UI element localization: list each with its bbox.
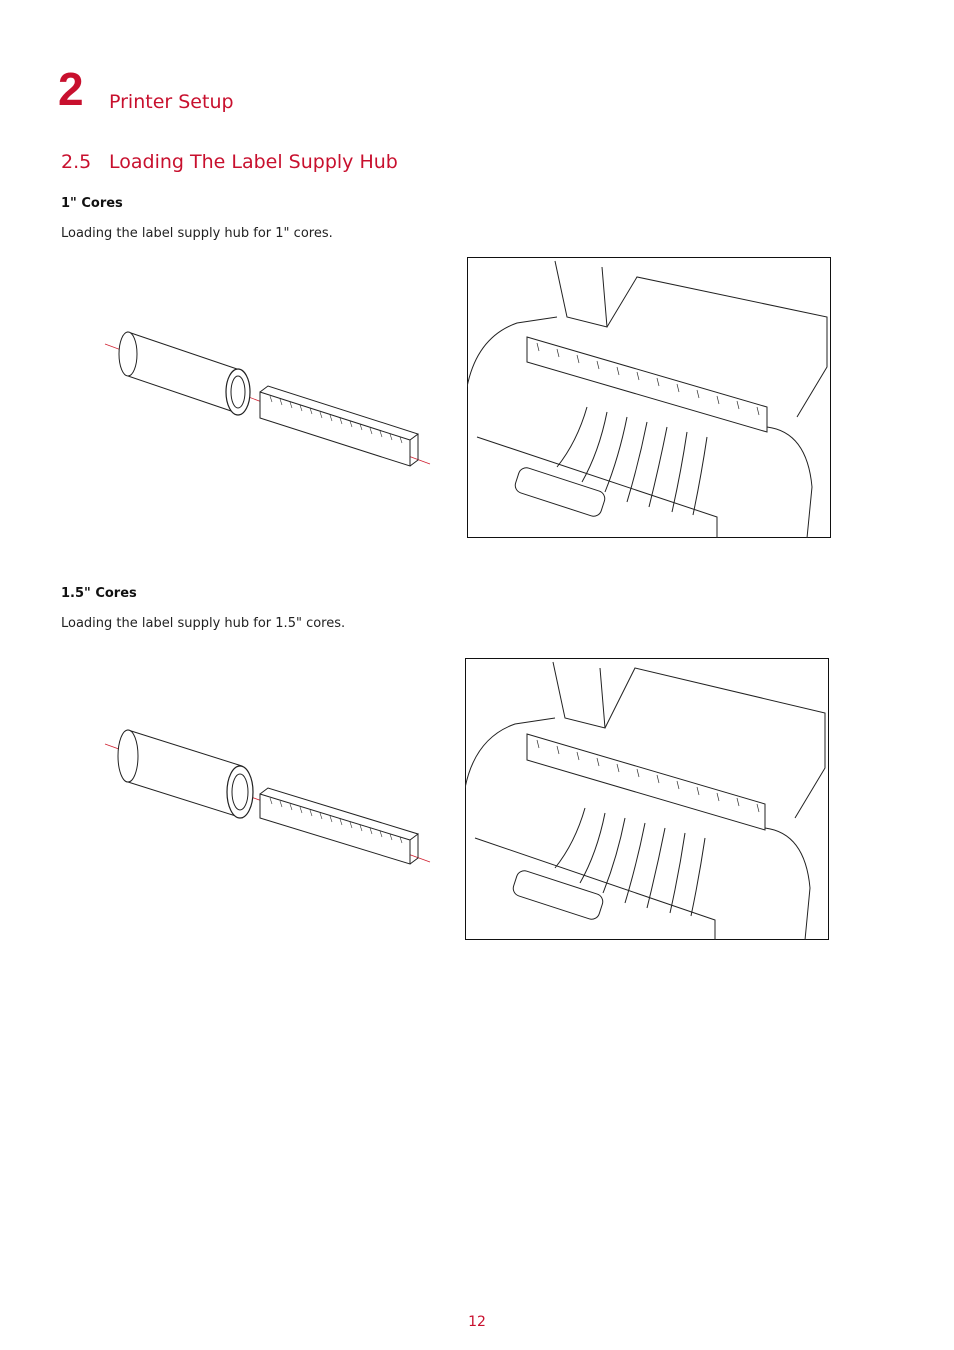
section-title: Loading The Label Supply Hub bbox=[109, 151, 398, 173]
hub-exploded-illustration-1in bbox=[100, 320, 440, 470]
paragraph-1-5in-cores: Loading the label supply hub for 1.5" cores. bbox=[61, 616, 346, 631]
printer-interior-illustration-1-5in bbox=[465, 658, 829, 940]
paragraph-1in-cores: Loading the label supply hub for 1" cores. bbox=[61, 226, 333, 241]
chapter-title: Printer Setup bbox=[109, 91, 234, 113]
printer-interior-illustration-1in bbox=[467, 257, 831, 538]
subheading-1-5in-cores: 1.5" Cores bbox=[61, 586, 137, 601]
section-number: 2.5 bbox=[61, 151, 92, 173]
hub-exploded-illustration-1-5in bbox=[100, 722, 440, 872]
subheading-1in-cores: 1" Cores bbox=[61, 196, 123, 211]
chapter-number: 2 bbox=[58, 63, 84, 115]
page-number: 12 bbox=[468, 1314, 486, 1330]
